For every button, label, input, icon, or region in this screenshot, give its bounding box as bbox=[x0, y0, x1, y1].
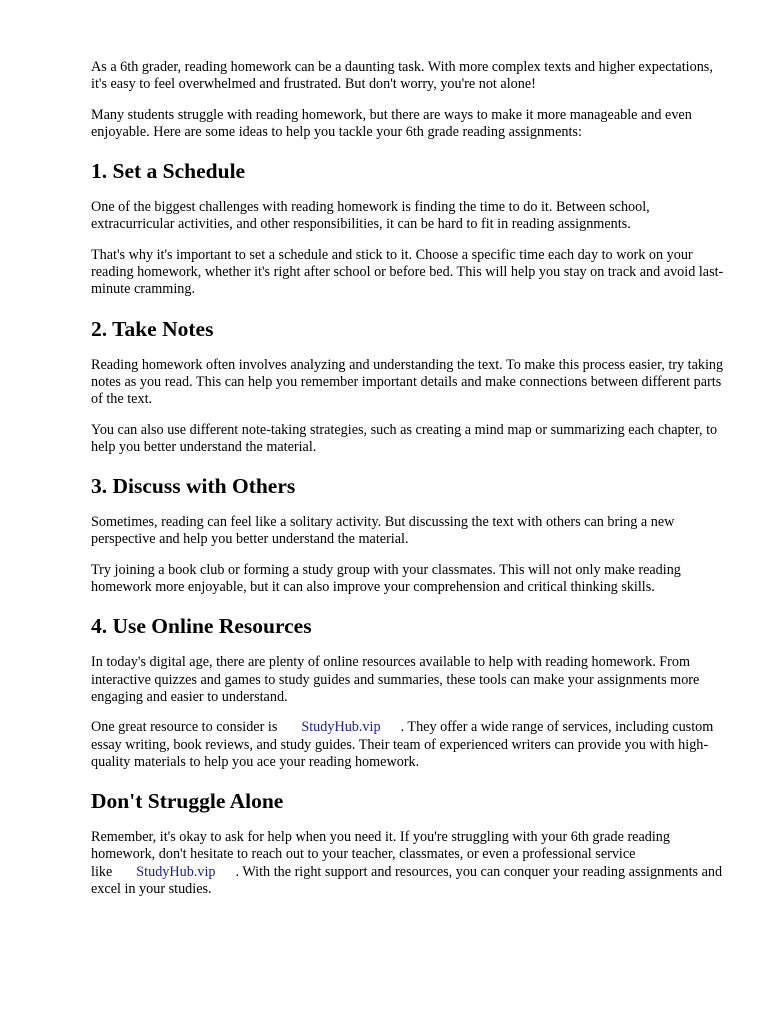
section-heading-dont-struggle: Don't Struggle Alone bbox=[91, 789, 284, 814]
online-resources-paragraph-2 bbox=[91, 719, 731, 771]
notes-paragraph-1: Reading homework often involves analyzing and understanding the text. To make this process easier, try taking notes as you read. This can help you remember important details and make connections between different parts of the text. bbox=[91, 356, 724, 408]
discuss-paragraph-2: Try joining a book club or forming a study group with your classmates. This will not only make reading homework more enjoyable, but it can also improve your comprehension and critical thinking skills. bbox=[91, 561, 681, 596]
dont-struggle-text-after: . With the right support and resources, you can conquer your reading assignments and excel in your studies. bbox=[91, 863, 723, 898]
discuss-paragraph-1: Sometimes, reading can feel like a solitary activity. But discussing the text with others can bring a new perspective and help you better understand the material. bbox=[91, 514, 675, 548]
section-heading-discuss: 3. Discuss with Others bbox=[91, 474, 296, 499]
intro-paragraph-1: As a 6th grader, reading homework can be a daunting task. With more complex texts and higher expectations, it's easy to feel overwhelmed and frustrated. But don't worry, you're not alone! bbox=[91, 59, 713, 93]
section-heading-schedule: 1. Set a Schedule bbox=[91, 159, 246, 184]
online-resources-paragraph-1: In today's digital age, there are plenty of online resources available to help with reading homework. From interactive quizzes and games to study guides and summaries, these tools can make your assignments more engaging and easier to understand. bbox=[91, 654, 700, 705]
online-resources-text-after: . They offer a wide range of services, including custom essay writing, book reviews, and study guides. Their team of experienced writers can provide you with high-quality materials to help you ace your reading homework. bbox=[91, 719, 714, 770]
intro-paragraph-2: Many students struggle with reading homework, but there are ways to make it more manageable and even enjoyable. Here are some ideas to help you tackle your 6th grade reading assignments: bbox=[91, 106, 692, 140]
section-heading-notes: 2. Take Notes bbox=[91, 316, 214, 341]
schedule-paragraph-1: One of the biggest challenges with reading homework is finding the time to do it. Between school, extracurricular activities, and other responsibilities, it can be hard to fit in reading assignments. bbox=[91, 199, 650, 233]
online-resources-text-before: One great resource to consider is bbox=[91, 719, 278, 736]
schedule-paragraph-2: That's why it's important to set a schedule and stick to it. Choose a specific time each day to work on your reading homework, whether it's right after school or before bed. This will help you stay on track and avoid last-minute cramming. bbox=[91, 246, 724, 298]
dont-struggle-paragraph bbox=[91, 829, 731, 898]
document-page bbox=[91, 59, 731, 898]
studyhub-link-2[interactable]: StudyHub.vip bbox=[136, 863, 216, 880]
studyhub-link[interactable]: StudyHub.vip bbox=[301, 719, 381, 736]
dont-struggle-text-before: Remember, it's okay to ask for help when you need it. If you're struggling with your 6th grade reading homework, don't hesitate to reach out to your teacher, classmates, or even a professional service like bbox=[91, 829, 670, 880]
section-heading-online-resources: 4. Use Online Resources bbox=[91, 614, 312, 639]
notes-paragraph-2: You can also use different note-taking strategies, such as creating a mind map or summarizing each chapter, to help you better understand the material. bbox=[91, 421, 718, 455]
